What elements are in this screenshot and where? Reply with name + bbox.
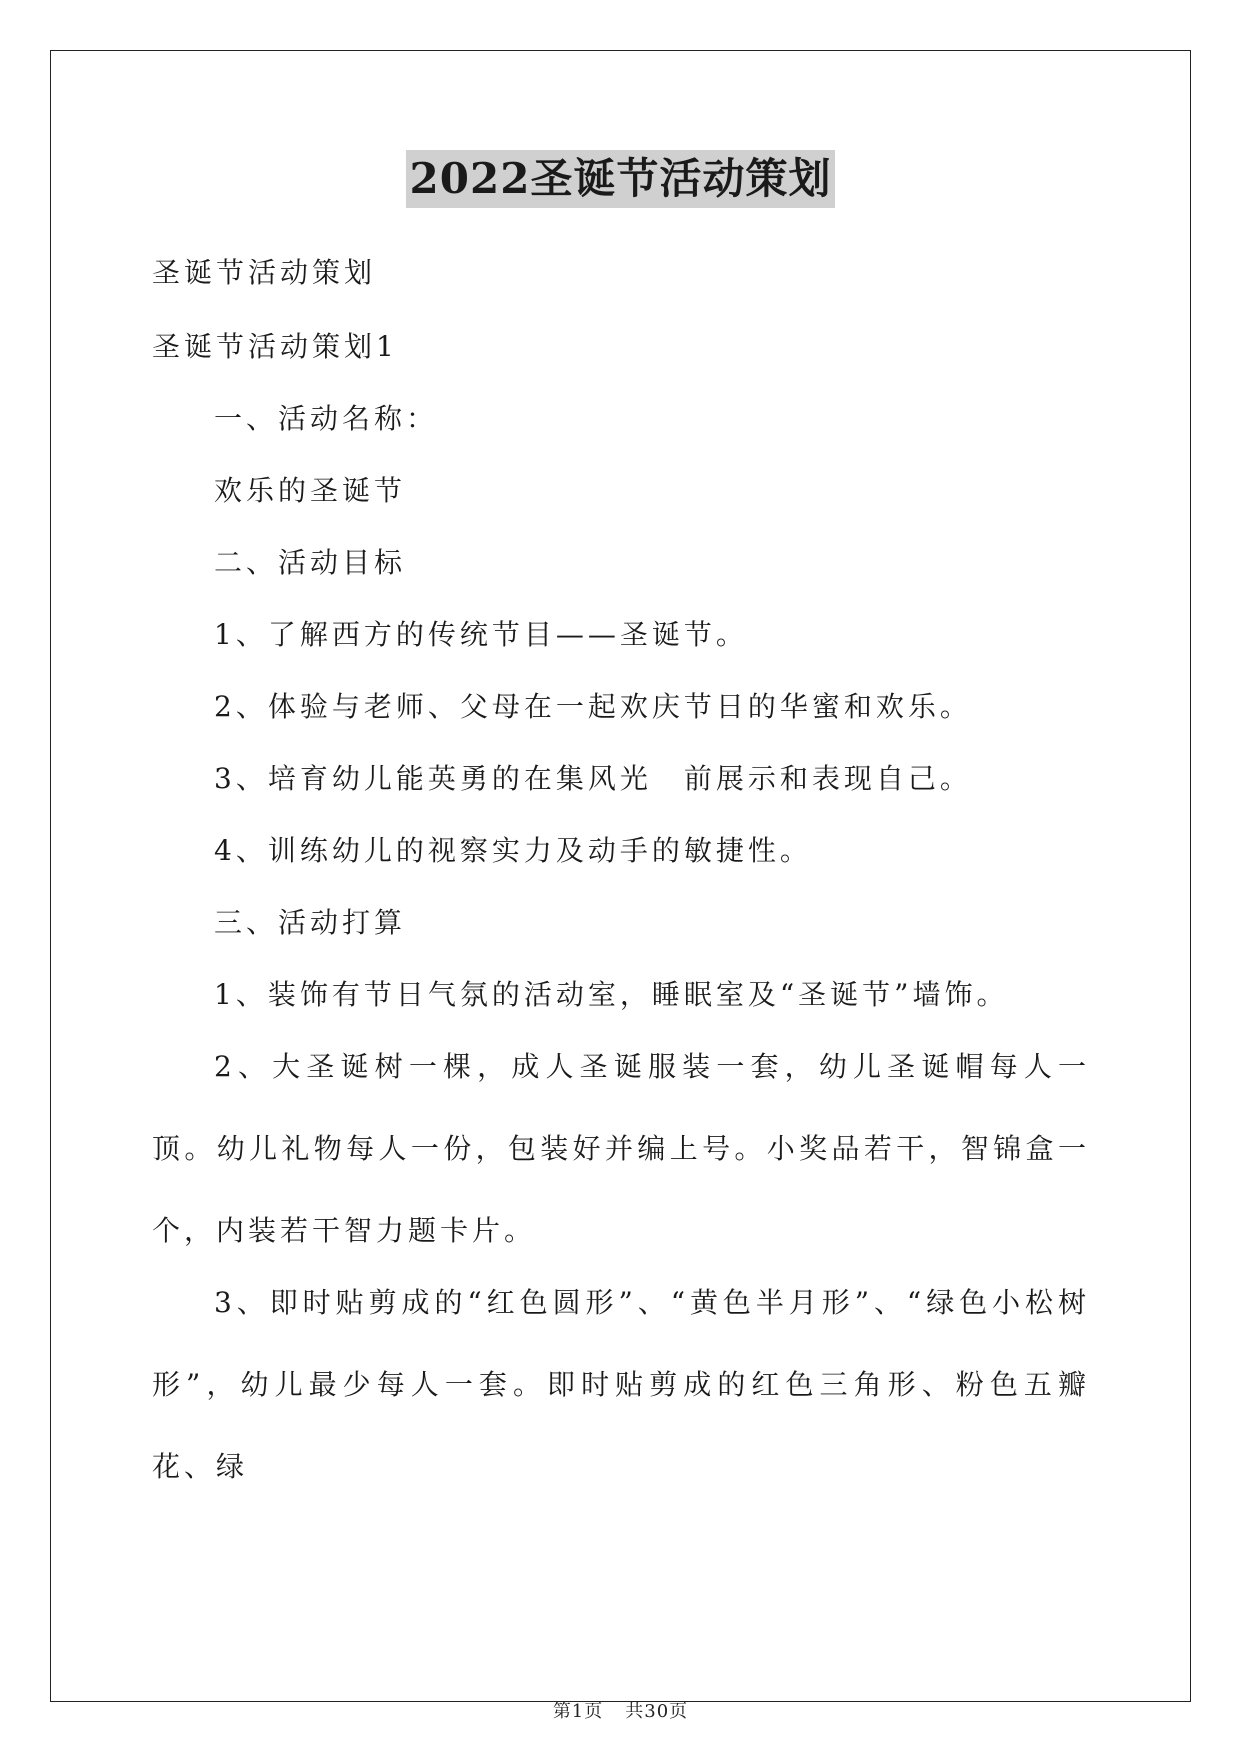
title-wrap [0, 150, 1241, 208]
page-number: 第1页 [552, 1701, 604, 1722]
list-item: 1、装饰有节日气氛的活动室，睡眠室及“圣诞节”墙饰。 [214, 978, 1009, 1011]
list-item: 3、即时贴剪成的“红色圆形”、“黄色半月形”、“绿色小松树形”，幼儿最少每人一套。即时贴剪成的红色三角形、粉色五瓣花、绿 [152, 1286, 1090, 1483]
paragraph: 欢乐的圣诞节 [214, 474, 407, 507]
list-item: 3、培育幼儿能英勇的在集风光 前展示和表现自己。 [214, 762, 972, 795]
document-body [152, 232, 1090, 1508]
paragraph: 圣诞节活动策划 [152, 256, 377, 289]
list-item: 2、体验与老师、父母在一起欢庆节日的华蜜和欢乐。 [214, 690, 972, 723]
list-item: 2、大圣诞树一棵，成人圣诞服装一套，幼儿圣诞帽每人一顶。幼儿礼物每人一份，包装好并编上号。小奖品若干，智锦盒一个，内装若干智力题卡片。 [152, 1050, 1090, 1247]
section-heading: 一、活动名称： [214, 402, 439, 435]
list-item: 4、训练幼儿的视察实力及动手的敏捷性。 [214, 834, 812, 867]
section-heading: 二、活动目标 [214, 546, 407, 579]
paragraph: 圣诞节活动策划1 [152, 330, 398, 363]
page-footer [0, 1697, 1241, 1723]
section-heading: 三、活动打算 [214, 906, 407, 939]
document-title: 2022圣诞节活动策划 [406, 150, 836, 208]
list-item: 1、了解西方的传统节目——圣诞节。 [214, 618, 748, 651]
page-total: 共30页 [625, 1701, 689, 1722]
